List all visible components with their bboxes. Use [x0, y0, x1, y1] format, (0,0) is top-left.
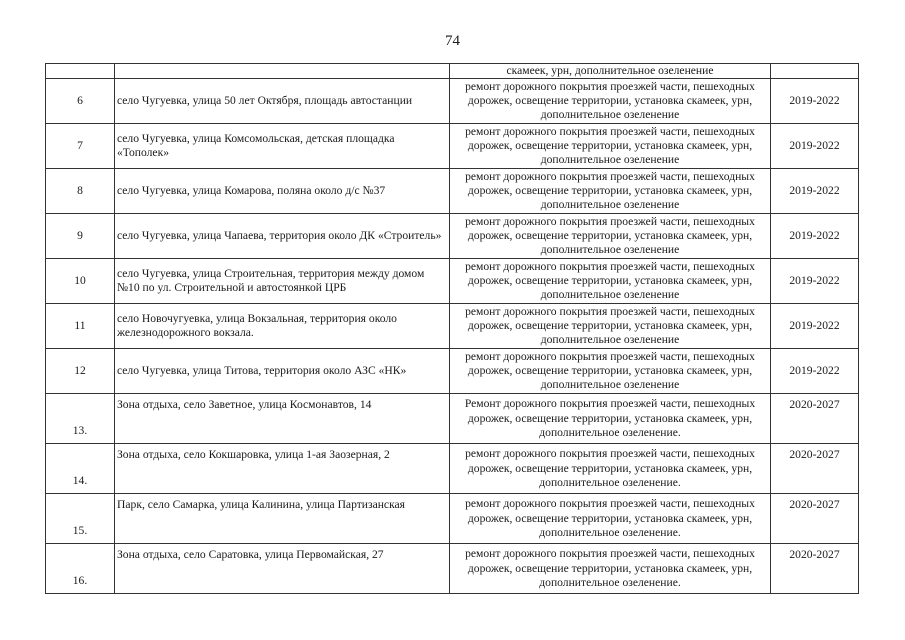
period-cell: 2019-2022 — [771, 259, 859, 304]
place-cell: село Чугуевка, улица 50 лет Октября, площадь автостанции — [115, 79, 450, 124]
period-cell: 2020-2027 — [771, 544, 859, 594]
works-cell: скамеек, урн, дополнительное озеленение — [450, 64, 771, 79]
place-cell: село Чугуевка, улица Комсомольская, детская площадка «Тополек» — [115, 124, 450, 169]
table-row — [46, 544, 859, 594]
row-number-cell: 6 — [46, 79, 115, 124]
table-row — [46, 214, 859, 259]
table-body — [46, 64, 859, 594]
period-cell: 2019-2022 — [771, 349, 859, 394]
place-cell: Зона отдыха, село Заветное, улица Космонавтов, 14 — [115, 394, 450, 444]
improvement-table — [45, 63, 859, 594]
works-cell: Ремонт дорожного покрытия проезжей части, пешеходных дорожек, освещение территории, установка скамеек, урн, дополнительное озеленение. — [450, 394, 771, 444]
works-cell: ремонт дорожного покрытия проезжей части, пешеходных дорожек, освещение территории, установка скамеек, урн, дополнительное озеленение — [450, 304, 771, 349]
row-number-cell — [46, 64, 115, 79]
works-cell: ремонт дорожного покрытия проезжей части, пешеходных дорожек, освещение территории, установка скамеек, урн, дополнительное озеленение. — [450, 444, 771, 494]
row-number-cell: 13. — [46, 394, 115, 444]
row-number-cell: 16. — [46, 544, 115, 594]
works-cell: ремонт дорожного покрытия проезжей части, пешеходных дорожек, освещение территории, установка скамеек, урн, дополнительное озеленение — [450, 349, 771, 394]
row-number-cell: 7 — [46, 124, 115, 169]
works-cell: ремонт дорожного покрытия проезжей части, пешеходных дорожек, освещение территории, установка скамеек, урн, дополнительное озеленение — [450, 214, 771, 259]
period-cell — [771, 64, 859, 79]
place-cell: село Новочугуевка, улица Вокзальная, территория около железнодорожного вокзала. — [115, 304, 450, 349]
period-cell: 2020-2027 — [771, 444, 859, 494]
period-cell: 2019-2022 — [771, 304, 859, 349]
table-row — [46, 79, 859, 124]
row-number-cell: 11 — [46, 304, 115, 349]
period-cell: 2020-2027 — [771, 394, 859, 444]
period-cell: 2019-2022 — [771, 124, 859, 169]
period-cell: 2019-2022 — [771, 79, 859, 124]
page-number: 74 — [445, 33, 460, 49]
works-cell: ремонт дорожного покрытия проезжей части, пешеходных дорожек, освещение территории, установка скамеек, урн, дополнительное озеленение — [450, 259, 771, 304]
table-row — [46, 394, 859, 444]
place-cell: Зона отдыха, село Кокшаровка, улица 1-ая Заозерная, 2 — [115, 444, 450, 494]
table-row — [46, 169, 859, 214]
table-row — [46, 444, 859, 494]
table-row — [46, 349, 859, 394]
place-cell: село Чугуевка, улица Комарова, поляна около д/с №37 — [115, 169, 450, 214]
period-cell: 2019-2022 — [771, 214, 859, 259]
table-row — [46, 124, 859, 169]
place-cell: село Чугуевка, улица Чапаева, территория около ДК «Строитель» — [115, 214, 450, 259]
works-cell: ремонт дорожного покрытия проезжей части, пешеходных дорожек, освещение территории, установка скамеек, урн, дополнительное озеленение. — [450, 494, 771, 544]
table-row — [46, 259, 859, 304]
table-row-continuation — [46, 64, 859, 79]
row-number-cell: 15. — [46, 494, 115, 544]
table-row — [46, 304, 859, 349]
place-cell: Парк, село Самарка, улица Калинина, улица Партизанская — [115, 494, 450, 544]
row-number-cell: 10 — [46, 259, 115, 304]
place-cell: село Чугуевка, улица Строительная, территория между домом №10 по ул. Строительной и автостоянкой ЦРБ — [115, 259, 450, 304]
period-cell: 2019-2022 — [771, 169, 859, 214]
works-cell: ремонт дорожного покрытия проезжей части, пешеходных дорожек, освещение территории, установка скамеек, урн, дополнительное озеленение — [450, 169, 771, 214]
works-cell: ремонт дорожного покрытия проезжей части, пешеходных дорожек, освещение территории, установка скамеек, урн, дополнительное озеленение. — [450, 544, 771, 594]
place-cell: село Чугуевка, улица Титова, территория около АЗС «НК» — [115, 349, 450, 394]
works-cell: ремонт дорожного покрытия проезжей части, пешеходных дорожек, освещение территории, установка скамеек, урн, дополнительное озеленение — [450, 79, 771, 124]
row-number-cell: 12 — [46, 349, 115, 394]
place-cell: Зона отдыха, село Саратовка, улица Первомайская, 27 — [115, 544, 450, 594]
table-row — [46, 494, 859, 544]
works-cell: ремонт дорожного покрытия проезжей части, пешеходных дорожек, освещение территории, установка скамеек, урн, дополнительное озеленение — [450, 124, 771, 169]
row-number-cell: 8 — [46, 169, 115, 214]
row-number-cell: 14. — [46, 444, 115, 494]
row-number-cell: 9 — [46, 214, 115, 259]
place-cell — [115, 64, 450, 79]
period-cell: 2020-2027 — [771, 494, 859, 544]
